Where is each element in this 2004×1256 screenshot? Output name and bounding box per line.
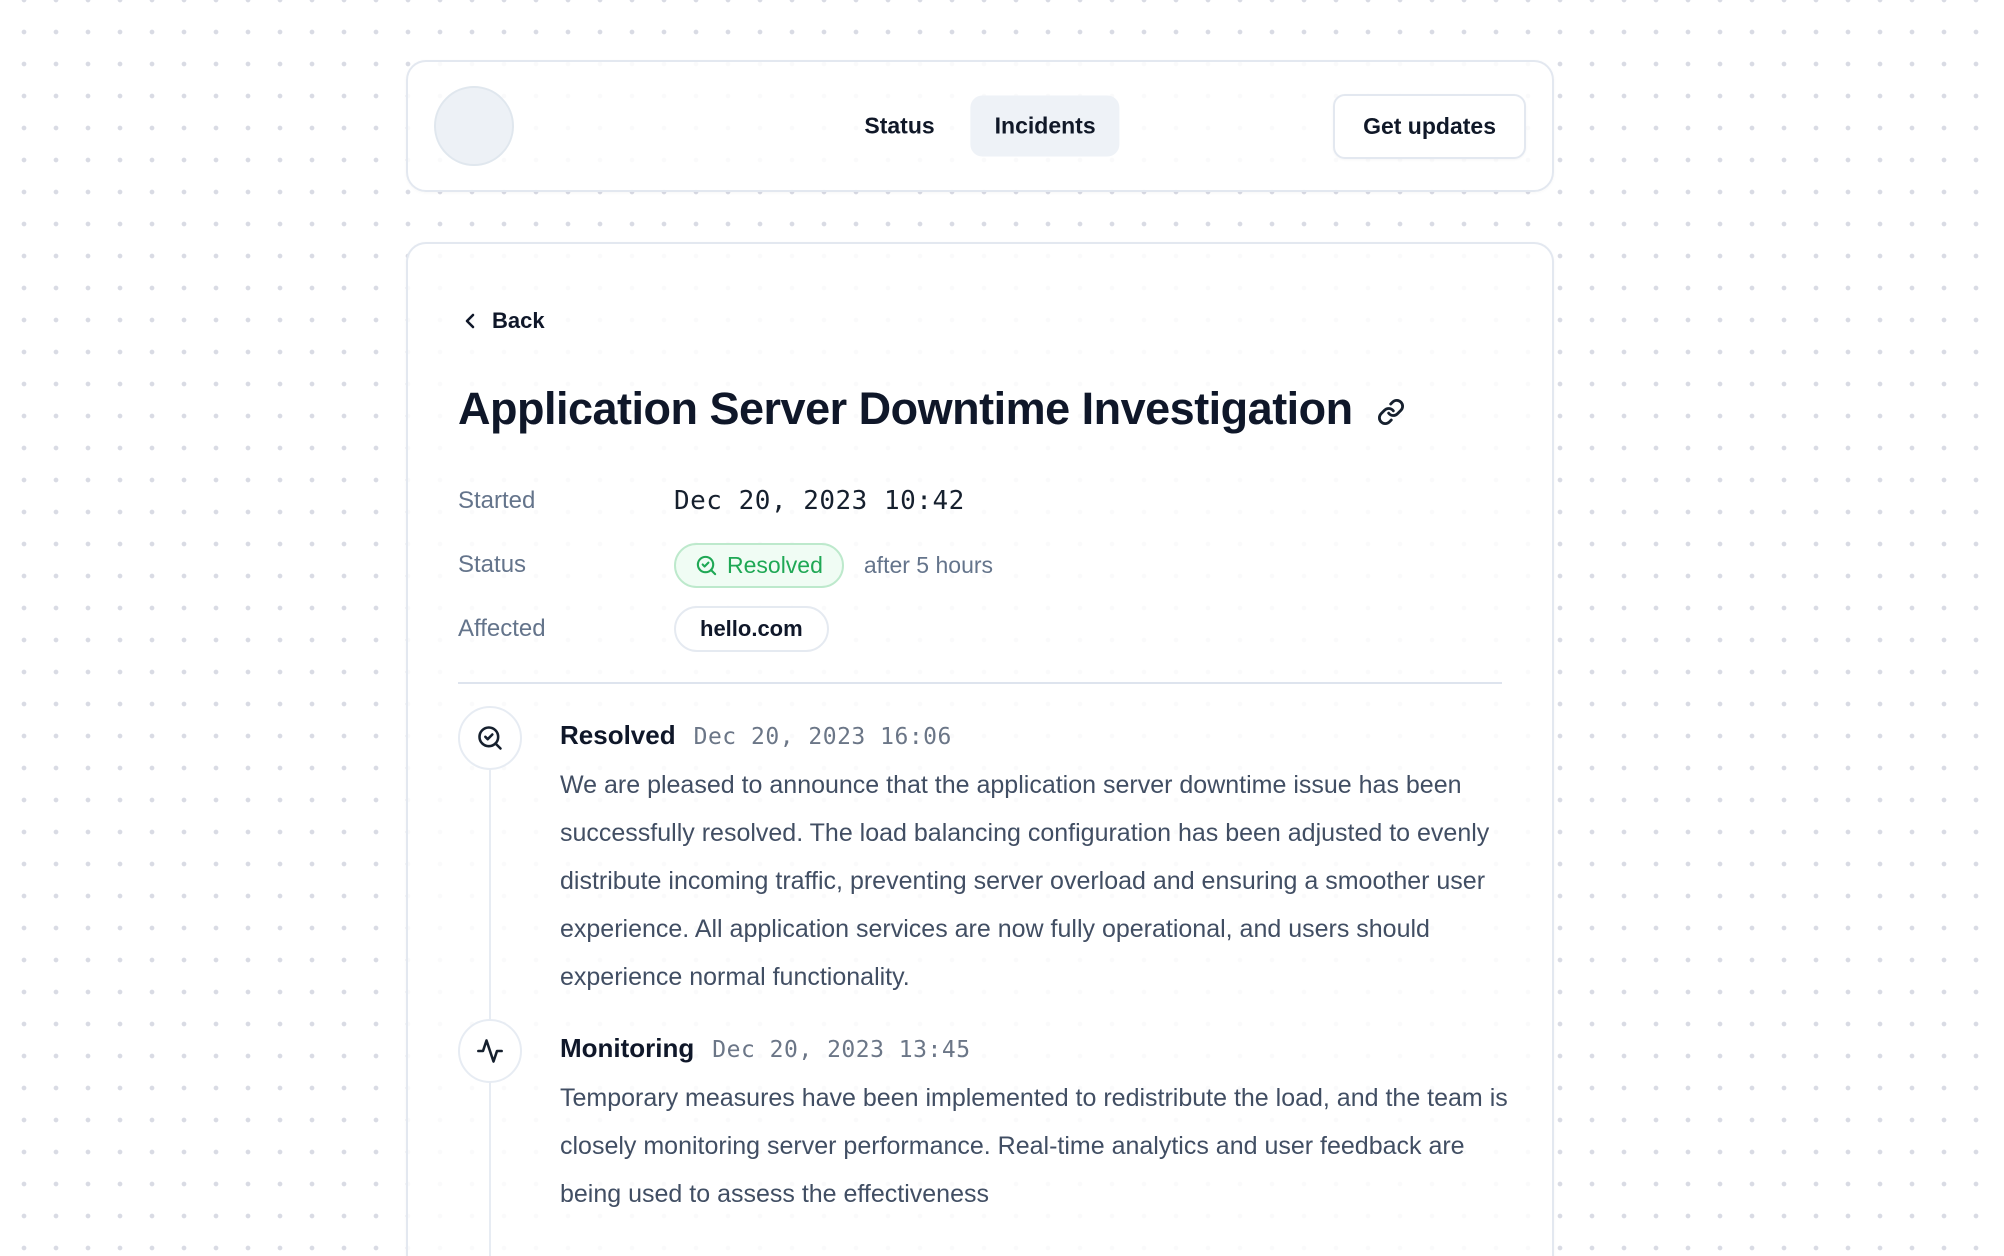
meta-row-started: [458, 478, 1502, 524]
started-value: Dec 20, 2023 10:42: [674, 486, 965, 516]
incident-meta: [458, 478, 1502, 652]
page-title: Application Server Downtime Investigation: [458, 383, 1353, 434]
search-check-icon: [458, 706, 522, 770]
meta-row-status: [458, 542, 1502, 588]
chevron-left-icon: [458, 309, 482, 333]
affected-service-pill: hello.com: [674, 606, 829, 652]
timeline-entry-resolved: [458, 720, 1502, 1001]
timeline-entry-monitoring: [458, 1033, 1508, 1218]
tab-status[interactable]: Status: [864, 112, 935, 139]
entry-timestamp: Dec 20, 2023 16:06: [693, 724, 952, 750]
started-label: Started: [458, 487, 536, 514]
back-label: Back: [492, 308, 545, 333]
status-badge: [674, 543, 844, 588]
status-label: Status: [458, 551, 527, 578]
entry-status: Monitoring: [560, 1033, 695, 1063]
affected-label: Affected: [458, 615, 546, 642]
avatar: [434, 86, 514, 166]
status-badge-label: Resolved: [727, 551, 823, 578]
link-icon[interactable]: [1377, 398, 1405, 426]
entry-status: Resolved: [560, 720, 676, 750]
top-nav-card: [406, 60, 1554, 192]
activity-icon: [458, 1019, 522, 1083]
search-check-icon: [695, 554, 718, 577]
entry-body: Temporary measures have been implemented to redistribute the load, and the team is closely monitoring server performance. Real-time analytics and user feedback are being used to assess the effectiveness: [560, 1084, 1508, 1208]
incident-timeline: [458, 720, 1508, 1218]
entry-body: We are pleased to announce that the application server downtime issue has been successfully resolved. The load balancing configuration has been adjusted to evenly distribute incoming traffic, preventing server overload and ensuring a smoother user experience. All application services are now fully operational, and users should experience normal functionality.: [560, 771, 1490, 991]
tab-incidents[interactable]: Incidents: [971, 96, 1120, 157]
get-updates-button[interactable]: Get updates: [1333, 94, 1526, 159]
status-duration: after 5 hours: [863, 551, 994, 578]
incident-card: [406, 242, 1554, 1256]
back-link[interactable]: [458, 308, 545, 334]
divider: [458, 682, 1502, 684]
meta-row-affected: [458, 606, 1502, 652]
nav-tabs: [840, 96, 1119, 157]
entry-timestamp: Dec 20, 2023 13:45: [712, 1037, 971, 1063]
